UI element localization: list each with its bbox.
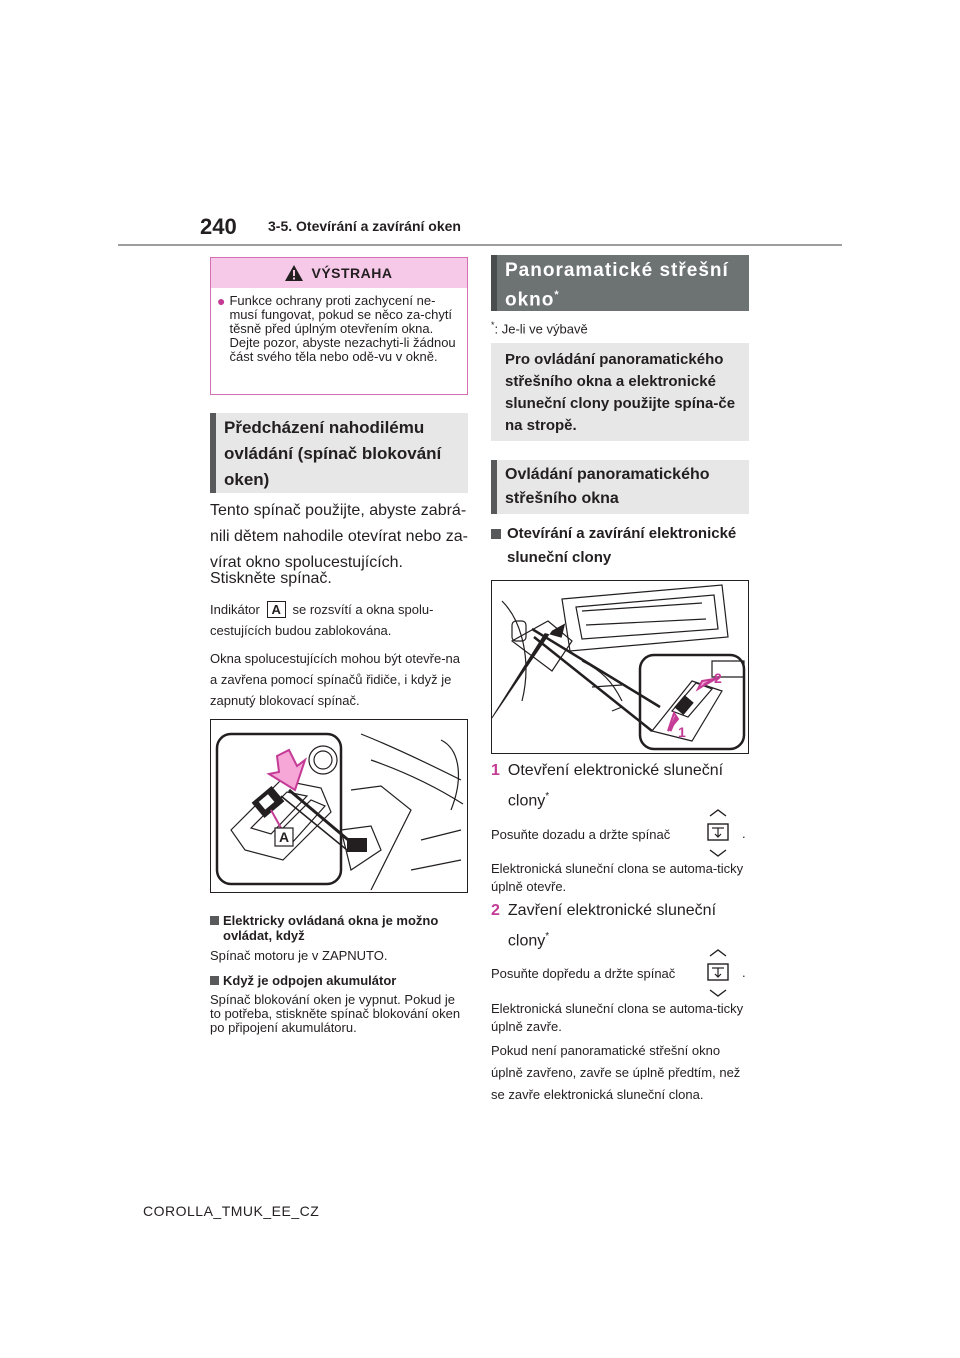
section-title: 3-5. Otevírání a zavírání oken <box>268 218 461 234</box>
step-2-result: Elektronická sluneční clona se automa-ticky úplně zavře. <box>491 1001 744 1034</box>
indicator-before: Indikátor <box>210 602 260 617</box>
sunshade-heading-label: Otevírání a zavírání elektronické sluneční clony <box>507 525 737 566</box>
square-bullet-icon <box>210 976 219 985</box>
sunshade-switch-illustration <box>492 581 748 753</box>
asterisk-mark: * <box>554 289 560 301</box>
step-2-period: . <box>742 965 746 980</box>
document-code: COROLLA_TMUK_EE_CZ <box>143 1203 320 1219</box>
step-1-instruction: Posuňte dozadu a držte spínač <box>491 827 671 842</box>
figure-window-lock-switch <box>210 719 468 893</box>
figure-sunshade-switch <box>491 580 749 754</box>
step-2-mark: * <box>545 931 550 942</box>
figure-label-a: A <box>278 829 290 845</box>
figure-label-2: 2 <box>714 670 722 686</box>
step-2-number: 2 <box>491 902 500 919</box>
heading-window-lock: Předcházení nahodilému ovládání (spínač blokování oken) <box>210 413 468 493</box>
warning-text: Funkce ochrany proti zachycení ne-musí fungovat, pokud se něco za-chytí těsně před úplným otevřením okna. Dejte pozor, abyste nezachyti-li žádnou část svého těla nebo odě-vu v okně. <box>229 293 456 364</box>
step-2-instruction: Posuňte dopředu a držte spínač <box>491 966 676 981</box>
warning-title: VÝSTRAHA <box>311 265 393 281</box>
indicator-text <box>210 599 468 641</box>
step-2-text: Zavření elektronické sluneční clony <box>507 902 717 950</box>
closing-note: Pokud není panoramatické střešní okno úplně zavřeno, zavře se úplně předtím, než se zavře elektronická sluneční clona. <box>491 1043 741 1102</box>
header-rule <box>118 244 842 246</box>
heading-panoramic-roof-label: Panoramatické střešní okno <box>505 260 729 311</box>
step-1-number: 1 <box>491 762 500 779</box>
warning-triangle-icon <box>285 265 303 281</box>
heading-use-switches: Pro ovládání panoramatického střešního okna a elektronické sluneční clony použijte spína-če na stropě. <box>491 343 749 441</box>
warning-box <box>210 257 468 395</box>
heading-control-roof: Ovládání panoramatického střešního okna <box>491 460 749 514</box>
sunshade-heading <box>491 522 749 570</box>
sunshade-switch-icon <box>700 808 736 863</box>
figure-label-1: 1 <box>678 724 686 740</box>
condition-operable-text: Spínač motoru je v ZAPNUTO. <box>210 948 388 963</box>
heading-panoramic-roof <box>491 255 749 311</box>
step-1-period: . <box>742 826 746 841</box>
window-switch-illustration <box>211 720 467 892</box>
square-bullet-icon <box>491 529 501 539</box>
intro-text: Tento spínač použijte, abyste zabrá-nili dětem nahodile otevírat nebo za-vírat okno spolucestujících. <box>210 502 468 571</box>
press-text: Stiskněte spínač. <box>210 570 332 587</box>
sunshade-switch-icon <box>700 948 736 1003</box>
footnote-mark: * <box>491 320 495 330</box>
condition-operable-heading <box>210 913 468 943</box>
warning-header <box>211 258 467 288</box>
passenger-text: Okna spolucestujících mohou být otevře-na a zavřena pomocí spínačů řidiče, i když je zapnutý blokovací spínač. <box>210 651 461 708</box>
step-2 <box>491 898 749 954</box>
step-1 <box>491 758 749 814</box>
page-number: 240 <box>200 214 237 239</box>
step-1-text: Otevření elektronické sluneční clony <box>507 762 724 810</box>
bullet-circle-icon: ● <box>217 293 226 309</box>
indicator-label: A <box>267 601 286 618</box>
condition-battery-heading <box>210 973 468 988</box>
footnote <box>491 320 588 336</box>
step-1-result: Elektronická sluneční clona se automa-ticky úplně otevře. <box>491 861 744 894</box>
condition-battery-text: Spínač blokování oken je vypnut. Pokud je to potřeba, stiskněte spínač blokování oken po připojení akumulátoru. <box>210 992 461 1035</box>
footnote-text: : Je-li ve výbavě <box>494 321 588 337</box>
square-bullet-icon <box>210 916 219 925</box>
step-1-text-wrap <box>508 758 749 814</box>
condition-battery-label: Když je odpojen akumulátor <box>223 973 397 988</box>
step-2-text-wrap <box>508 898 749 954</box>
warning-body <box>217 294 461 364</box>
step-1-mark: * <box>545 791 550 802</box>
condition-operable-label: Elektricky ovládaná okna je možno ovládat, když <box>223 913 439 943</box>
indicator-after: se rozsvítí a okna spolu-cestujících budou zablokována. <box>210 602 434 638</box>
